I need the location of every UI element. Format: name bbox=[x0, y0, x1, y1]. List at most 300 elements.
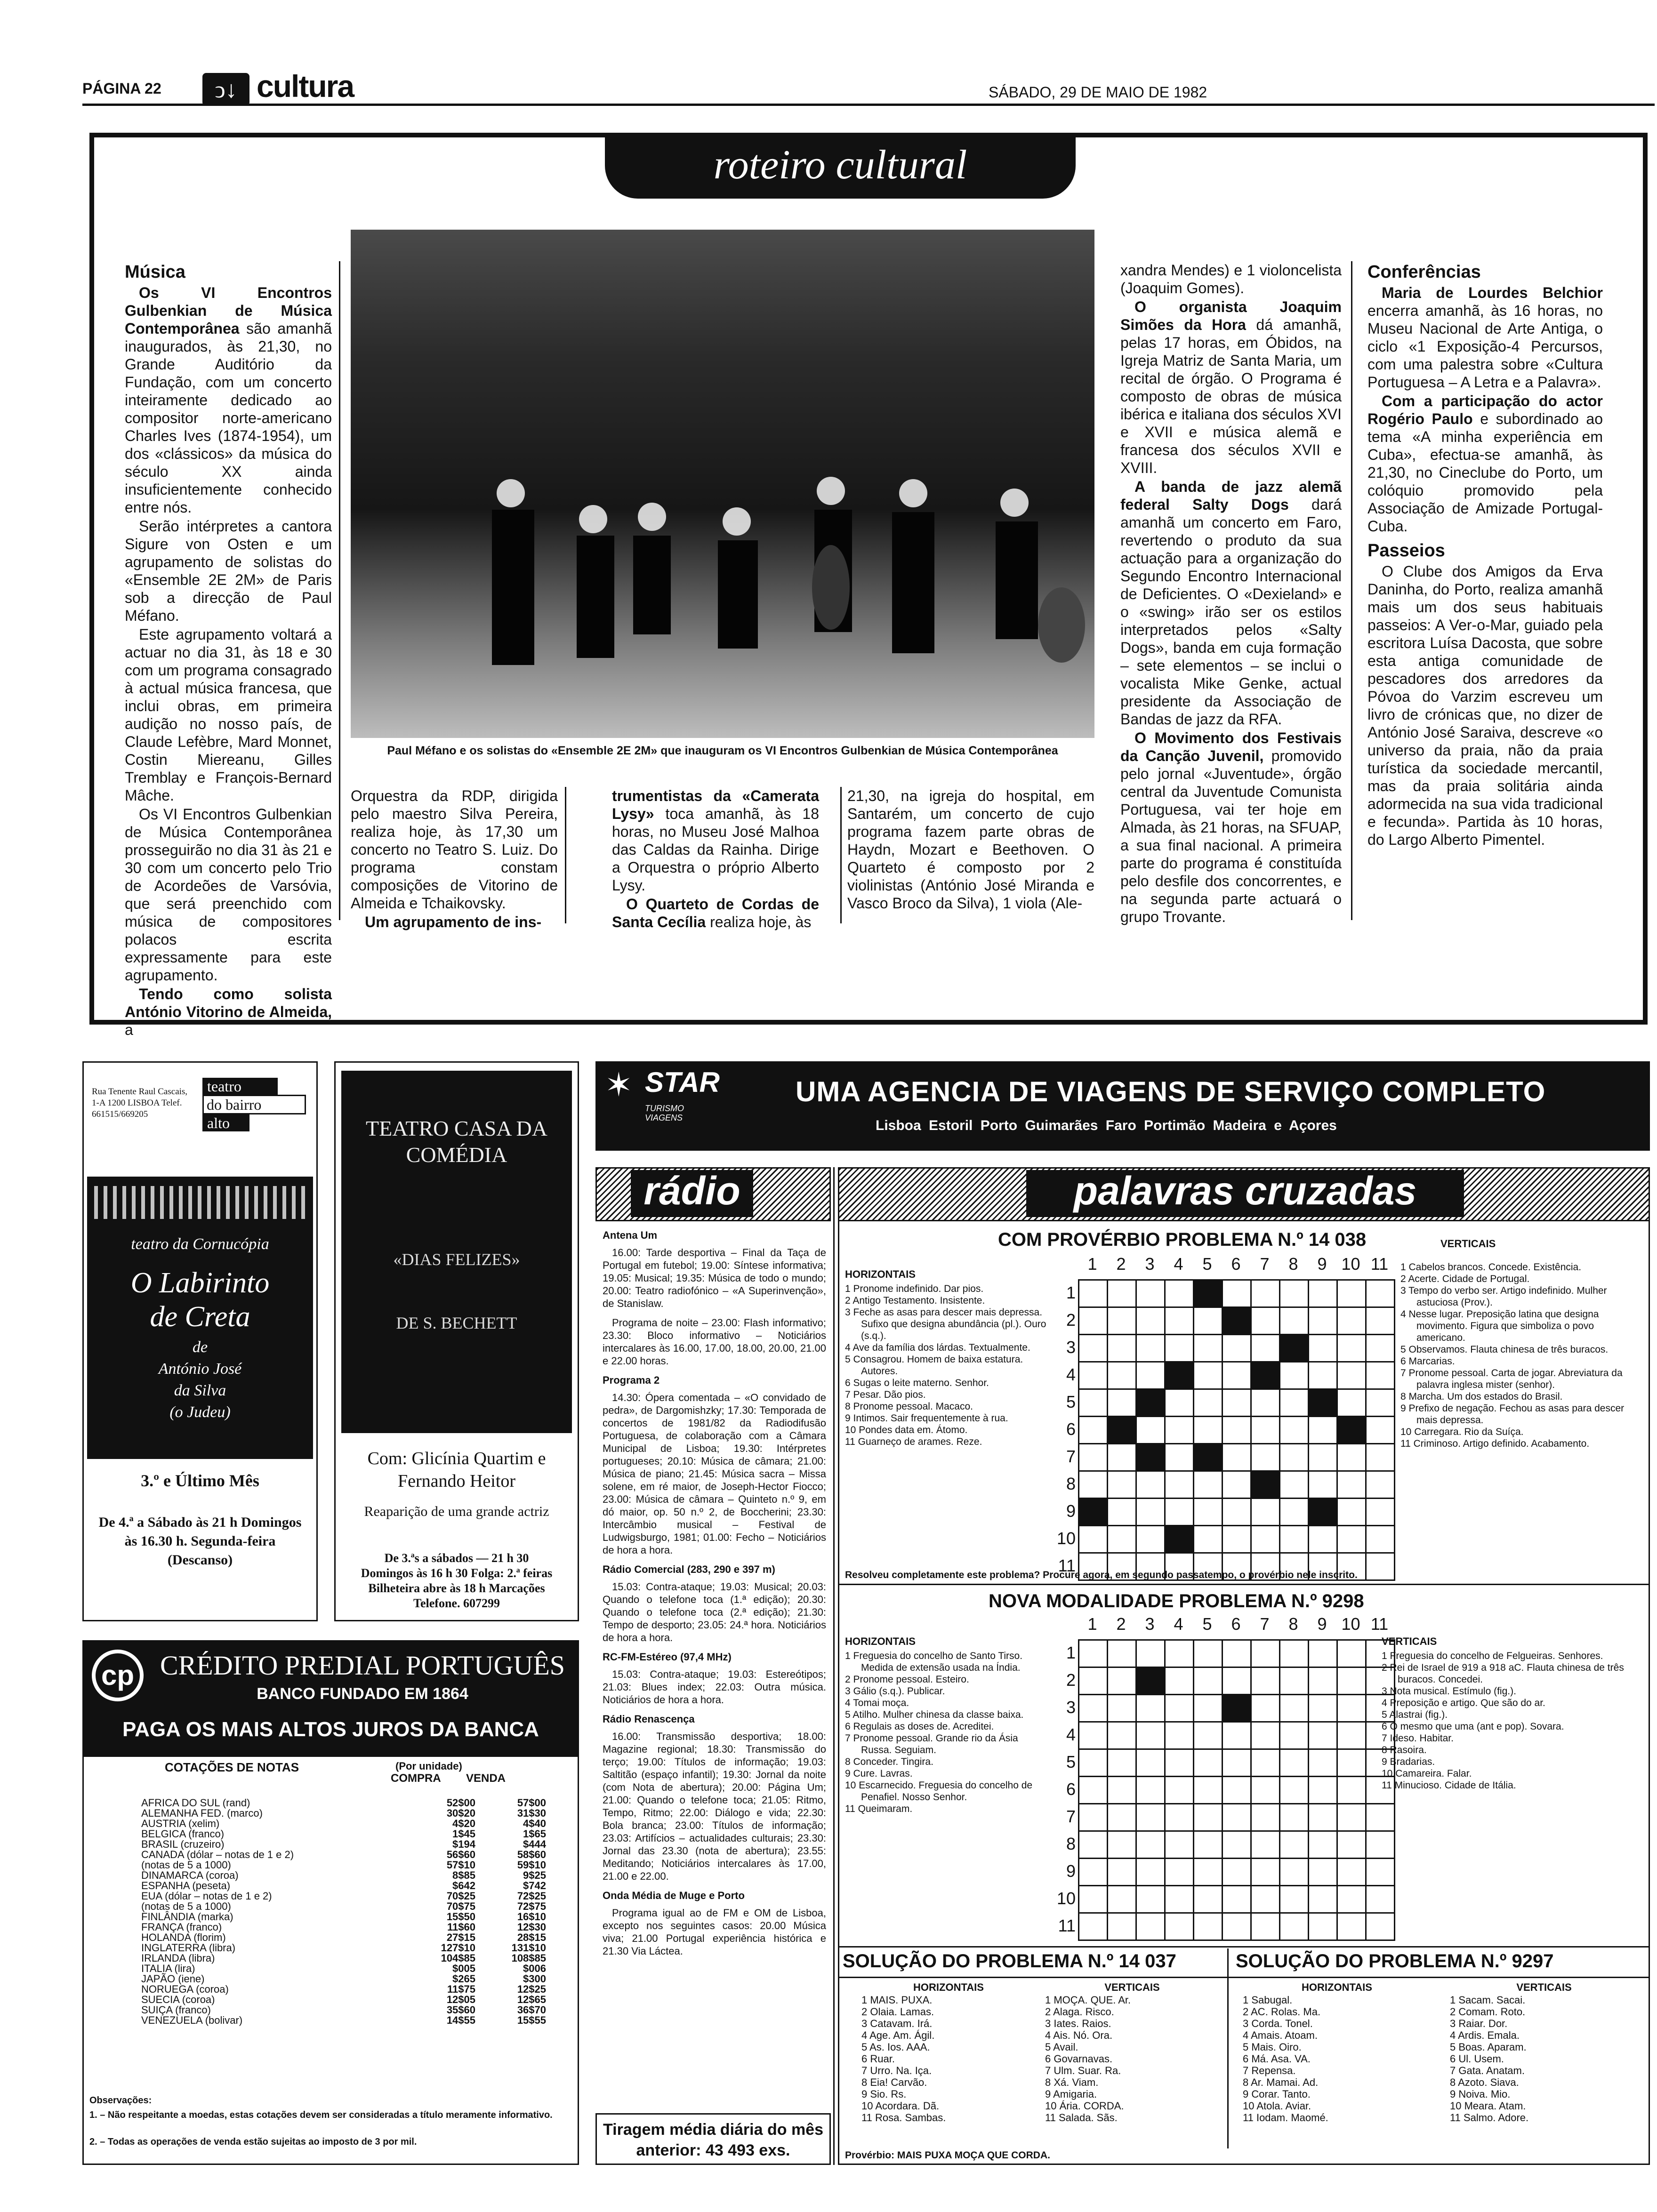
station-heading: Onda Média de Muge e Porto bbox=[603, 1890, 745, 1901]
sell-rate: 15$55 bbox=[517, 2014, 546, 2026]
rates-table bbox=[141, 1798, 565, 2026]
clue: 2 Acerte. Cidade de Portugal. bbox=[1400, 1274, 1530, 1284]
heading-musica: Música bbox=[125, 262, 185, 282]
buy-rate: 35$60 bbox=[446, 2004, 475, 2016]
clue: 7 Pronome pessoal. Grande rio da Ásia Russa. Seguiam. bbox=[845, 1733, 1018, 1755]
clue: 9 Sio. Rs. bbox=[861, 2088, 907, 2100]
rate-row bbox=[141, 1819, 565, 1829]
clue: 2 Antigo Testamento. Insistente. bbox=[845, 1295, 985, 1306]
note: Reaparição de uma grande actriz bbox=[364, 1504, 549, 1519]
run-length: 3.º e Último Mês bbox=[141, 1471, 259, 1490]
clue: 5 Alastrai (fig.). bbox=[1382, 1709, 1448, 1720]
buy-rate: $265 bbox=[452, 1973, 475, 1985]
clue: 1 Pronome indefinido. Dar pios. bbox=[845, 1283, 984, 1294]
rate-row bbox=[141, 1953, 565, 1964]
clue: 1 MAIS. PUXA. bbox=[861, 1994, 933, 2006]
column-rule bbox=[840, 787, 842, 923]
clue: 11 Iodam. Maomé. bbox=[1243, 2112, 1328, 2124]
rate-row bbox=[141, 1912, 565, 1922]
verticais-label: VERTICAIS bbox=[1382, 1635, 1437, 1647]
heading-passeios: Passeios bbox=[1367, 541, 1445, 561]
currency: SUECIA (coroa) bbox=[141, 1994, 215, 2005]
rate-row bbox=[141, 1870, 565, 1881]
heading-conferencias: Conferências bbox=[1367, 262, 1481, 282]
clue: 2 Comam. Roto. bbox=[1450, 2006, 1526, 2018]
rate-row bbox=[141, 2015, 565, 2026]
clue: 3 Catavam. Irá. bbox=[861, 2018, 933, 2029]
clue: 5 Boas. Aparam. bbox=[1450, 2041, 1527, 2053]
clue: 5 As. Ios. AAA. bbox=[861, 2041, 930, 2053]
currency: INGLATERRA (libra) bbox=[141, 1942, 236, 1954]
roteiro-col-5 bbox=[1120, 261, 1342, 927]
roteiro-col-4 bbox=[847, 787, 1094, 913]
currency: (notas de 5 a 1000) bbox=[141, 1859, 231, 1871]
currency: SUIÇA (franco) bbox=[141, 2004, 211, 2016]
clue: 8 Rasoira. bbox=[1382, 1745, 1427, 1755]
text: Com a participação do actor Rogério Paulo bbox=[1367, 393, 1603, 427]
radio-listings bbox=[603, 1226, 826, 1964]
station-heading: Programa 2 bbox=[603, 1374, 660, 1386]
clue: 6 Sugas o leite materno. Senhor. bbox=[845, 1378, 989, 1388]
clue: 7 Ulm. Suar. Ra. bbox=[1045, 2065, 1121, 2076]
theatre-title: TEATRO CASA DA COMÉDIA bbox=[366, 1116, 547, 1167]
buy-rate: 57$10 bbox=[446, 1859, 475, 1871]
clue: 5 Consagrou. Homem de baixa estatura. Autores. bbox=[845, 1354, 1023, 1377]
clue: 2 Pronome pessoal. Esteiro. bbox=[845, 1674, 969, 1685]
column-rule bbox=[565, 787, 566, 923]
listing: 16.00: Tarde desportiva – Final da Taça de Portugal em futebol; 19.00: Síntese informativa; 19.05: Musical; 19.35: Música de todo o mundo; 20.00: Teatro radiofónico – «A Superinvenção», de Stanislaw. bbox=[603, 1247, 826, 1309]
clue: 4 Age. Am. Ágil. bbox=[861, 2029, 935, 2041]
clue: 9 Prefixo de negação. Fechou as asas para descer mais depressa. bbox=[1400, 1403, 1625, 1426]
grid2-row-numbers: 1 2 3 4 5 6 7 8 9 10 11 bbox=[1056, 1643, 1076, 1935]
roteiro-col-2 bbox=[351, 787, 558, 932]
obs-2: 2. – Todas as operações de venda estão sujeitas ao imposto de 3 por mil. bbox=[89, 2137, 417, 2147]
clue: 7 Ideso. Habitar. bbox=[1382, 1733, 1454, 1744]
listing: 14.30: Ópera comentada – «O convidado de pedra», de Dargomishzky; 17.30: Temporada de concertos de 1981/82 da Radiodifusão Portuguesa, de colaboração com a Câmara Municipal de Lisboa; 19.30: Intérpretes portugueses; 20.10: Música de câmara; 21.00: Música de piano; 21.45: Música sacra – Missa solene, em ré maior, de Joseph-Hector Fiocco; 23.00: Música de câmara – Quinteto n.º 9, em dó maior, op. 50 n.º 2, de Boccherini; 23.30: Intercâmbio musical – Festival de Ludwigsburgo, 1981; 01.00: Fecho – Noticiários de hora a hora. bbox=[603, 1392, 826, 1556]
text: Tendo como solista António Vitorino de Almeida, bbox=[125, 986, 332, 1020]
currency: ESPANHA (peseta) bbox=[141, 1880, 231, 1891]
sell-rate: 72$25 bbox=[517, 1890, 546, 1902]
clue: 3 Raiar. Dor. bbox=[1450, 2018, 1508, 2029]
roteiro-col-musica bbox=[125, 261, 332, 1040]
author-line: António José bbox=[158, 1360, 242, 1378]
clue: 6 Ul. Usem. bbox=[1450, 2053, 1504, 2065]
sell-rate: 59$10 bbox=[517, 1859, 546, 1871]
clue: 11 Minucioso. Cidade de Itália. bbox=[1382, 1780, 1516, 1791]
horizontais-label: HORIZONTAIS bbox=[845, 1268, 916, 1280]
clue: 10 Pondes data em. Átomo. bbox=[845, 1425, 968, 1435]
clue: 8 Eia! Carvão. bbox=[861, 2076, 927, 2088]
logo-line: do bairro bbox=[202, 1095, 306, 1114]
paragraph: O Clube dos Amigos da Erva Daninha, do Porto, realiza amanhã mais um dos seus habituais passeios: A Ver-o-Mar, guiado pela escritora Luísa Dacosta, que sobre esta antiga comunidade de pescadores dos arredores da Póvoa do Varzim escreveu um livro de crónicas que, no dizer de António José Saraiva, descreve «o universo da praia, não da praia turística da sociedade mercantil, mas da praia solitária ainda adormecida na sua vida tradicional e fecunda». Partida às 10 horas, do Largo Alberto Pimentel. bbox=[1367, 563, 1603, 848]
show-times: De 3.ªs a sábados — 21 h 30 Domingos às 16 h 30 Folga: 2.ª feiras Bilheteira abre às 18 h Marcações Telefone. 607299 bbox=[361, 1551, 553, 1610]
clue: 4 Amais. Atoam. bbox=[1243, 2029, 1318, 2041]
sell-rate: $444 bbox=[523, 1838, 546, 1850]
col-sell: VENDA bbox=[466, 1772, 506, 1785]
clue: 7 Repensa. bbox=[1243, 2065, 1296, 2076]
clue: 10 Camareira. Falar. bbox=[1382, 1768, 1472, 1779]
verticais-label: VERTICAIS bbox=[1440, 1238, 1496, 1250]
play-title-line: de Creta bbox=[150, 1301, 250, 1333]
station-heading: Rádio Comercial (283, 290 e 397 m) bbox=[603, 1563, 775, 1575]
solution1-title: SOLUÇÃO DO PROBLEMA N.º 14 037 bbox=[843, 1951, 1176, 1972]
clue: 9 Bradarias. bbox=[1382, 1756, 1435, 1767]
text: promovido pelo jornal «Juventude», órgão central da Juventude Comunista Portuguesa, vai ter hoje em Almada, às 21 horas, na SFUAP, a sua final nacional. A primeira parte do programa é constituída pelo desfile dos concorrentes, e na segunda parte actuará o grupo Trovante. bbox=[1120, 747, 1342, 925]
clue: 9 Corar. Tanto. bbox=[1243, 2088, 1311, 2100]
clue: 10 Atola. Aviar. bbox=[1243, 2100, 1311, 2112]
section-logo-icon: ↄ↓ bbox=[202, 73, 249, 106]
currency: (notas de 5 a 1000) bbox=[141, 1900, 231, 1912]
currency: FINLÂNDIA (marka) bbox=[141, 1911, 233, 1923]
clue: 2 Alaga. Risco. bbox=[1045, 2006, 1114, 2018]
text: O Movimento dos Festivais da Canção Juvenil, bbox=[1120, 729, 1342, 764]
clue: 11 Guarneço de arames. Reze. bbox=[845, 1436, 982, 1447]
clue: 4 Ave da família dos lárdas. Textualmente. bbox=[845, 1342, 1030, 1353]
clue: 8 Marcha. Um dos estados do Brasil. bbox=[1400, 1391, 1563, 1402]
clue: 10 Meara. Atam. bbox=[1450, 2100, 1526, 2112]
sell-rate: 12$30 bbox=[517, 1921, 546, 1933]
clue: 6 Regulais as doses de. Acreditei. bbox=[845, 1721, 994, 1732]
sell-rate: 9$25 bbox=[523, 1869, 546, 1881]
buy-rate: 11$75 bbox=[447, 1983, 475, 1995]
sell-rate: 36$70 bbox=[517, 2004, 546, 2016]
text: O organista Joaquim Simões da Hora bbox=[1120, 298, 1342, 333]
buy-rate: 70$25 bbox=[446, 1890, 475, 1902]
star-headline: UMA AGENCIA DE VIAGENS DE SERVIÇO COMPLETO bbox=[796, 1076, 1546, 1107]
theatre-company: teatro da Cornucópia bbox=[131, 1235, 269, 1253]
problem2-title: NOVA MODALIDADE PROBLEMA N.º 9298 bbox=[989, 1591, 1364, 1611]
rate-row bbox=[141, 1964, 565, 1974]
clue: 1 Freguesia do concelho de Santo Tirso. Medida de extensão usada na Índia. bbox=[845, 1651, 1023, 1673]
clue: 11 Rosa. Sambas. bbox=[861, 2112, 946, 2124]
page-number: PÁGINA 22 bbox=[82, 80, 161, 97]
crossword-frame bbox=[838, 1167, 1650, 2165]
clue: 3 Tempo do verbo ser. Artigo indefinido. Mulher astuciosa (Prov.). bbox=[1400, 1285, 1607, 1308]
bank-founded: BANCO FUNDADO EM 1864 bbox=[257, 1685, 468, 1703]
sell-rate: 72$75 bbox=[517, 1900, 546, 1912]
sell-rate: 108$85 bbox=[511, 1952, 546, 1964]
text: dará amanhã um concerto em Faro, revertendo o produto da sua actuação para a organização do Segundo Encontro Internacional de Deficientes. O «Dexieland» e o «swing» irão ser os estilos interpretados pelos «Salty Dogs», banda em cuja formação – sete elementos – se inclui o vocalista Mike Genke, actual presidente da Associação de Bandas de jazz da RFA. bbox=[1120, 496, 1342, 728]
currency: DINAMARCA (coroa) bbox=[141, 1869, 239, 1881]
text: e subordinado ao tema «A minha experiência em Cuba», efectua-se amanhã, às 21,30, no Cineclube do Porto, um colóquio promovido pela Associação de Amizade Portugal-Cuba. bbox=[1367, 410, 1603, 535]
paragraph: Um agrupamento de ins- bbox=[365, 914, 542, 930]
rate-row bbox=[141, 1995, 565, 2005]
bank-name: CRÉDITO PREDIAL PORTUGUÊS bbox=[160, 1650, 565, 1681]
photo-caption: Paul Méfano e os solistas do «Ensemble 2E 2M» que inauguram os VI Encontros Gulbenkian de Música Contemporânea bbox=[387, 744, 1058, 757]
sell-rate: 131$10 bbox=[511, 1942, 546, 1954]
sell-rate: 4$40 bbox=[523, 1818, 546, 1829]
currency: AFRICA DO SUL (rand) bbox=[141, 1797, 250, 1809]
clue: 7 Pesar. Dão pios. bbox=[845, 1389, 926, 1400]
clue: 5 Atilho. Mulher chinesa da classe baixa. bbox=[845, 1709, 1024, 1720]
clue: 4 Tomai moça. bbox=[845, 1698, 909, 1708]
clue: 3 Iates. Raios. bbox=[1045, 2018, 1111, 2029]
clue: 4 Nesse lugar. Preposição latina que designa movimento. Figura que simboliza o povo americano. bbox=[1400, 1309, 1599, 1343]
rate-row bbox=[141, 1860, 565, 1870]
verticais-label: VERTICAIS bbox=[1104, 1981, 1160, 1993]
rate-row bbox=[141, 1984, 565, 1995]
paragraph: xandra Mendes) e 1 violoncelista (Joaquim Gomes). bbox=[1120, 262, 1342, 297]
text: A banda de jazz alemã federal Salty Dogs bbox=[1120, 478, 1342, 513]
station-heading: RC-FM-Estéreo (97,4 MHz) bbox=[603, 1651, 732, 1663]
clue: 11 Queimaram. bbox=[845, 1803, 913, 1814]
solution2-title: SOLUÇÃO DO PROBLEMA N.º 9297 bbox=[1236, 1951, 1554, 1972]
cp-logo-icon: cp bbox=[92, 1650, 144, 1701]
rate-row bbox=[141, 1829, 565, 1839]
buy-rate: $194 bbox=[452, 1838, 475, 1850]
horizontais-label: HORIZONTAIS bbox=[845, 1635, 916, 1647]
buy-rate: 12$05 bbox=[446, 1994, 475, 2005]
listing: 15.03: Contra-ataque; 19.03: Estereótipos; 21.03: Blues index; 22.03: Outra música. Noticiários de hora a hora. bbox=[603, 1668, 826, 1706]
buy-rate: 127$10 bbox=[441, 1942, 475, 1954]
roteiro-col-6 bbox=[1367, 261, 1603, 850]
section-title: cultura bbox=[257, 69, 354, 104]
buy-rate: 4$20 bbox=[452, 1818, 475, 1829]
buy-rate: 70$75 bbox=[446, 1900, 475, 1912]
grid1-row-numbers: 1 2 3 4 5 6 7 8 9 10 11 bbox=[1056, 1283, 1076, 1575]
theatre-address: Rua Tenente Raul Cascais, 1-A 1200 LISBOA Telef. 661515/669205 bbox=[92, 1087, 188, 1119]
clue: 8 Pronome pessoal. Macaco. bbox=[845, 1401, 973, 1412]
rates-unit: (Por unidade) bbox=[395, 1760, 462, 1772]
grid1-col-numbers: 1 2 3 4 5 6 7 8 9 10 11 bbox=[1087, 1254, 1389, 1274]
paragraph: Este agrupamento voltará a actuar no dia 31, às 18 e 30 com um programa consagrado à actual música francesa, que inclui obras, em primeira audição no nosso país, de Claude Lefèbre, Mard Monnet, Costin Miereanu, Gilles Tremblay e François-Bernard Mâche. bbox=[125, 626, 332, 804]
clue: 9 Cure. Lavras. bbox=[845, 1768, 913, 1779]
rate-row bbox=[141, 1974, 565, 1984]
play-title-line: O Labirinto bbox=[130, 1267, 270, 1299]
paragraph: Orquestra da RDP, dirigida pelo maestro Silva Pereira, realiza hoje, às 17,30 um concerto no Teatro S. Luiz. Do programa constam composições de Vitorino de Almeida e Tchaikovsky. bbox=[351, 787, 558, 912]
clue: 8 Ar. Mamai. Ad. bbox=[1243, 2076, 1319, 2088]
rates-title: COTAÇÕES DE NOTAS bbox=[165, 1760, 299, 1774]
star-sub: TURISMO VIAGENS bbox=[645, 1104, 684, 1122]
currency: ITALIA (lira) bbox=[141, 1963, 195, 1974]
clue: 3 Nota musical. Estímulo (fig.). bbox=[1382, 1686, 1516, 1697]
play-title: «DIAS FELIZES» bbox=[393, 1250, 520, 1269]
text: a bbox=[125, 1021, 133, 1038]
currency: NORUEGA (coroa) bbox=[141, 1983, 229, 1995]
buy-rate: 104$85 bbox=[441, 1952, 475, 1964]
currency: AUSTRIA (xelim) bbox=[141, 1818, 220, 1829]
clue: 11 Salada. Sãs. bbox=[1045, 2112, 1118, 2124]
tiragem-box: Tiragem média diária do mês anterior: 43 493 exs. bbox=[595, 2113, 831, 2165]
cast: Com: Glicínia Quartim e Fernando Heitor bbox=[367, 1449, 546, 1491]
rate-row bbox=[141, 1891, 565, 1901]
rate-row bbox=[141, 1808, 565, 1819]
listing: Programa de noite – 23.00: Flash informativo; 23.30: Bloco informativo – Noticiários intercalares às 16.00, 17.00, 18.00, 20.00, 21.00 e 22.00 horas. bbox=[603, 1317, 826, 1367]
rate-row bbox=[141, 1850, 565, 1860]
buy-rate: 11$60 bbox=[447, 1921, 475, 1933]
rate-row bbox=[141, 1798, 565, 1808]
clue: 7 Urro. Na. Iça. bbox=[861, 2065, 932, 2076]
currency: BELGICA (franco) bbox=[141, 1828, 225, 1840]
clue: 10 Carregara. Rio da Suíça. bbox=[1400, 1427, 1524, 1437]
currency: ALEMANHA FED. (marco) bbox=[141, 1807, 263, 1819]
clue: 2 AC. Rolas. Ma. bbox=[1243, 2006, 1321, 2018]
currency: IRLANDA (libra) bbox=[141, 1952, 215, 1964]
author-by: de bbox=[192, 1338, 208, 1356]
listing: Programa igual ao de FM e OM de Lisboa, excepto nos seguintes casos: 20.00 Música viva; 21.00 Portugal experiência histórica e 21.30 Via Láctea. bbox=[603, 1907, 826, 1957]
verticais-label: VERTICAIS bbox=[1516, 1981, 1572, 1993]
buy-rate: 56$60 bbox=[446, 1849, 475, 1860]
clue: 11 Criminoso. Artigo definido. Acabamento. bbox=[1400, 1438, 1590, 1449]
star-logo: STAR bbox=[645, 1066, 720, 1098]
clue: 6 Má. Asa. VA. bbox=[1243, 2053, 1311, 2065]
theatre-logo bbox=[202, 1078, 311, 1131]
clue: 4 Ardis. Emala. bbox=[1450, 2029, 1520, 2041]
currency: VENEZUELA (bolivar) bbox=[141, 2014, 243, 2026]
sell-rate: $300 bbox=[523, 1973, 546, 1985]
clue: 7 Gata. Anatam. bbox=[1450, 2065, 1525, 2076]
rate-row bbox=[141, 1943, 565, 1953]
clue: 1 MOÇA. QUE. Ar. bbox=[1045, 1994, 1131, 2006]
text: dá amanhã, pelas 17 horas, em Óbidos, na Igreja Matriz de Santa Maria, um recital de órgão. O Programa é composto de obras de música ibérica e italiana dos séculos XVI e XVII e música alemã e francesa dos séculos XVII e XVIII. bbox=[1120, 316, 1342, 476]
sell-rate: 57$00 bbox=[517, 1797, 546, 1809]
clue: 10 Ária. CORDA. bbox=[1045, 2100, 1124, 2112]
clue: 9 Noiva. Mio. bbox=[1450, 2088, 1511, 2100]
sell-rate: 58$60 bbox=[517, 1849, 546, 1860]
problem1-title: COM PROVÉRBIO PROBLEMA N.º 14 038 bbox=[998, 1229, 1367, 1250]
column-rule bbox=[833, 1167, 835, 2165]
currency: FRANÇA (franco) bbox=[141, 1921, 222, 1933]
play-title bbox=[94, 1266, 306, 1334]
concert-photo bbox=[351, 230, 1094, 738]
buy-rate: 52$00 bbox=[446, 1797, 475, 1809]
clue: 3 Feche as asas para descer mais depressa. Sufixo que designa abundância (pl.). Ouro (s.q.). bbox=[845, 1307, 1046, 1341]
roteiro-banner-text: roteiro cultural bbox=[713, 142, 967, 188]
sell-rate: 12$65 bbox=[517, 1994, 546, 2005]
buy-rate: 14$55 bbox=[446, 2014, 475, 2026]
buy-rate: 27$15 bbox=[446, 1931, 475, 1943]
star-logo-icon: ✶ bbox=[605, 1066, 633, 1103]
listing: 16.00: Transmissão desportiva; 18.00: Magazine regional; 18.30: Transmissão do terço; 19.00: Títulos de informação; 19.03: Saltitão (espaço infantil); 19.30: Jornal da noite (com Nota de abertura); 20.00: Página Um; 21.00: Quando o telefone toca; 21.05: Ritmo, Tempo, Ritmo; 22.00: Diálogo e vida; 22.30: Bola branca; 23.00: Títulos de informação; 23.03: Artifícios – actualidades culturais; 23.30: Jornal das 23.30 (nota de abertura); 23.55: Meditando; Noticiários intercalares às 17.00, 21.00 e 22.00. bbox=[603, 1731, 826, 1882]
clue: 6 Govarnavas. bbox=[1045, 2053, 1113, 2065]
play-author bbox=[94, 1337, 306, 1423]
buy-rate: 15$50 bbox=[446, 1911, 475, 1923]
show-times: De 4.ª a Sábado às 21 h Domingos às 16.30 h. Segunda-feira (Descanso) bbox=[98, 1515, 302, 1568]
sell-rate: 12$25 bbox=[517, 1983, 546, 1995]
clue: 4 Preposição e artigo. Que são do ar. bbox=[1382, 1698, 1545, 1708]
rate-row bbox=[141, 1901, 565, 1912]
sell-rate: 16$10 bbox=[517, 1911, 546, 1923]
currency: JAPÃO (iene) bbox=[141, 1973, 205, 1985]
clue: 8 Xá. Viam. bbox=[1045, 2076, 1099, 2088]
clue: 1 Sacam. Sacai. bbox=[1450, 1994, 1526, 2006]
sell-rate: 1$65 bbox=[523, 1828, 546, 1840]
proverb: Provérbio: MAIS PUXA MOÇA QUE CORDA. bbox=[845, 2150, 1050, 2161]
clue: 1 Freguesia do concelho de Felgueiras. Senhores. bbox=[1382, 1651, 1603, 1661]
logo-line: teatro bbox=[202, 1078, 278, 1095]
clue: 5 Observamos. Flauta chinesa de três buracos. bbox=[1400, 1344, 1609, 1355]
clue: 3 Corda. Tonel. bbox=[1243, 2018, 1313, 2029]
clue: 6 O mesmo que uma (ant e pop). Sovara. bbox=[1382, 1721, 1564, 1732]
logo-line: alto bbox=[202, 1114, 249, 1131]
rate-row bbox=[141, 1839, 565, 1850]
rate-row bbox=[141, 1932, 565, 1943]
currency: HOLANDA (florim) bbox=[141, 1931, 226, 1943]
text: são amanhã inaugurados, às 21,30, no Grande Auditório da Fundação, com um concerto inteiramente dedicado ao compositor norte-americano Charles Ives (1874-1954), um dos «clássicos» da música do século XX ainda insuficientemente conhecido entre nós. bbox=[125, 320, 332, 516]
horizontais-label: HORIZONTAIS bbox=[913, 1981, 984, 1993]
obs-title: Observações: bbox=[89, 2095, 152, 2106]
clue: 8 Conceder. Tingira. bbox=[845, 1756, 933, 1767]
clue: 8 Azoto. Siava. bbox=[1450, 2076, 1519, 2088]
bank-slogan: PAGA OS MAIS ALTOS JUROS DA BANCA bbox=[122, 1718, 539, 1741]
paragraph: 21,30, na igreja do hospital, em Santarém, um concerto de cujo programa fazem parte obras de Haydn, Mozart e Beethoven. O Quarteto é composto por 2 violinistas (António José Miranda e Vasco Broco da Silva), 1 viola (Ale- bbox=[847, 787, 1094, 912]
text: trumentistas da «Camerata Lysy» bbox=[612, 787, 819, 822]
clue: 2 Rei de Israel de 919 a 918 aC. Flauta chinesa de três buracos. Concedei. bbox=[1382, 1662, 1624, 1685]
text: encerra amanhã, às 16 horas, no Museu Nacional de Arte Antiga, o ciclo «1 Exposição-4 Percursos, com uma palestra sobre «Cultura Portuguesa – A Letra e a Palavra». bbox=[1367, 302, 1603, 391]
clue: 6 Marcarias. bbox=[1400, 1356, 1455, 1367]
radio-title: rádio bbox=[643, 1169, 740, 1213]
rate-row bbox=[141, 1881, 565, 1891]
text: O Quarteto de Cordas de Santa Cecília bbox=[612, 896, 819, 930]
clue: 5 Avail. bbox=[1045, 2041, 1078, 2053]
column-rule bbox=[339, 261, 340, 920]
masthead-rule bbox=[82, 104, 1655, 106]
currency: CANADA (dólar – notas de 1 e 2) bbox=[141, 1849, 294, 1860]
clue: 4 Ais. Nó. Ora. bbox=[1045, 2029, 1113, 2041]
author-line: da Silva bbox=[174, 1382, 226, 1399]
listing: 15.03: Contra-ataque; 19.03: Musical; 20.03: Quando o telefone toca (1.ª edição); 20.30: Quando o telefone toca (2.ª edição); 21.30: Tempo de desporto; 23.05: 24.ª hora. Noticiários de hora a hora. bbox=[603, 1581, 826, 1643]
clue: 11 Salmo. Adore. bbox=[1450, 2112, 1529, 2124]
clue: 5 Mais. Oiro. bbox=[1243, 2041, 1302, 2053]
clue: 3 Gálio (s.q.). Publicar. bbox=[845, 1686, 945, 1697]
text: realiza hoje, às bbox=[706, 914, 812, 930]
paragraph: Serão intérpretes a cantora Sigure von Osten e um agrupamento de solistas do «Ensemble 2E 2M» de Paris sob a direcção de Paul Méfano. bbox=[125, 518, 332, 624]
sell-rate: 31$30 bbox=[517, 1807, 546, 1819]
author-line: (o Judeu) bbox=[169, 1403, 231, 1421]
figures-illustration bbox=[94, 1186, 306, 1219]
buy-rate: 1$45 bbox=[452, 1828, 475, 1840]
clue: 9 Intimos. Sair frequentemente à rua. bbox=[845, 1413, 1008, 1424]
clue: 1 Cabelos brancos. Concede. Existência. bbox=[1400, 1262, 1582, 1273]
sell-rate: 28$15 bbox=[517, 1931, 546, 1943]
obs-1: 1. – Não respeitante a moedas, estas cotações devem ser consideradas a título meramente informativo. bbox=[89, 2110, 553, 2120]
clue: 2 Olaia. Lamas. bbox=[861, 2006, 934, 2018]
clue: 6 Ruar. bbox=[861, 2053, 895, 2065]
horizontais-label: HORIZONTAIS bbox=[1302, 1981, 1372, 1993]
clue: 10 Escarnecido. Freguesia do concelho de Penafiel. Nosso Senhor. bbox=[845, 1780, 1033, 1803]
text: Maria de Lourdes Belchior bbox=[1382, 284, 1603, 301]
col-buy: COMPRA bbox=[391, 1772, 441, 1785]
roteiro-col-3 bbox=[612, 787, 819, 932]
crossword-title: palavras cruzadas bbox=[1073, 1169, 1417, 1213]
star-cities: Lisboa Estoril Porto Guimarães Faro Portimão Madeira e Açores bbox=[876, 1118, 1337, 1133]
buy-rate: $642 bbox=[452, 1880, 475, 1891]
clue: 1 Sabugal. bbox=[1243, 1994, 1293, 2006]
buy-rate: 30$20 bbox=[446, 1807, 475, 1819]
clue: 9 Amigaria. bbox=[1045, 2088, 1097, 2100]
rate-row bbox=[141, 1922, 565, 1932]
buy-rate: 8$85 bbox=[452, 1869, 475, 1881]
paragraph: Os VI Encontros Gulbenkian de Música Contemporânea prosseguirão no dia 31 às 21 e 30 com um concerto pelo Trio de Acordeões de Varsóvia, que será preenchido com música de compositores polacos escrita expressamente para este agrupamento. bbox=[125, 806, 332, 984]
buy-rate: $005 bbox=[452, 1963, 475, 1974]
column-rule bbox=[1351, 261, 1352, 920]
sell-rate: $742 bbox=[523, 1880, 546, 1891]
page-date: SÁBADO, 29 DE MAIO DE 1982 bbox=[989, 84, 1207, 101]
text: toca amanhã, às 18 horas, no Museu José Malhoa das Caldas da Rainha. Dirige a Orquestra o próprio Alberto Lysy. bbox=[612, 805, 819, 894]
grid2-col-numbers: 1 2 3 4 5 6 7 8 9 10 11 bbox=[1087, 1614, 1389, 1634]
clue: 10 Acordara. Dã. bbox=[861, 2100, 940, 2112]
currency: EUA (dólar – notas de 1 e 2) bbox=[141, 1890, 272, 1902]
sell-rate: $006 bbox=[523, 1963, 546, 1974]
play-author: DE S. BECHETT bbox=[396, 1314, 517, 1332]
clue: 7 Pronome pessoal. Carta de jogar. Abreviatura da palavra inglesa mister (senhor). bbox=[1400, 1368, 1623, 1390]
rate-row bbox=[141, 2005, 565, 2015]
station-heading: Rádio Renascença bbox=[603, 1713, 695, 1725]
station-heading: Antena Um bbox=[603, 1229, 658, 1241]
currency: BRASIL (cruzeiro) bbox=[141, 1838, 225, 1850]
text: Os VI Encontros Gulbenkian de Música Contemporânea bbox=[125, 284, 332, 337]
problem1-note: Resolveu completamente este problema? Procure agora, em segundo passatempo, o provérbio nele inscrito. bbox=[845, 1570, 1358, 1580]
